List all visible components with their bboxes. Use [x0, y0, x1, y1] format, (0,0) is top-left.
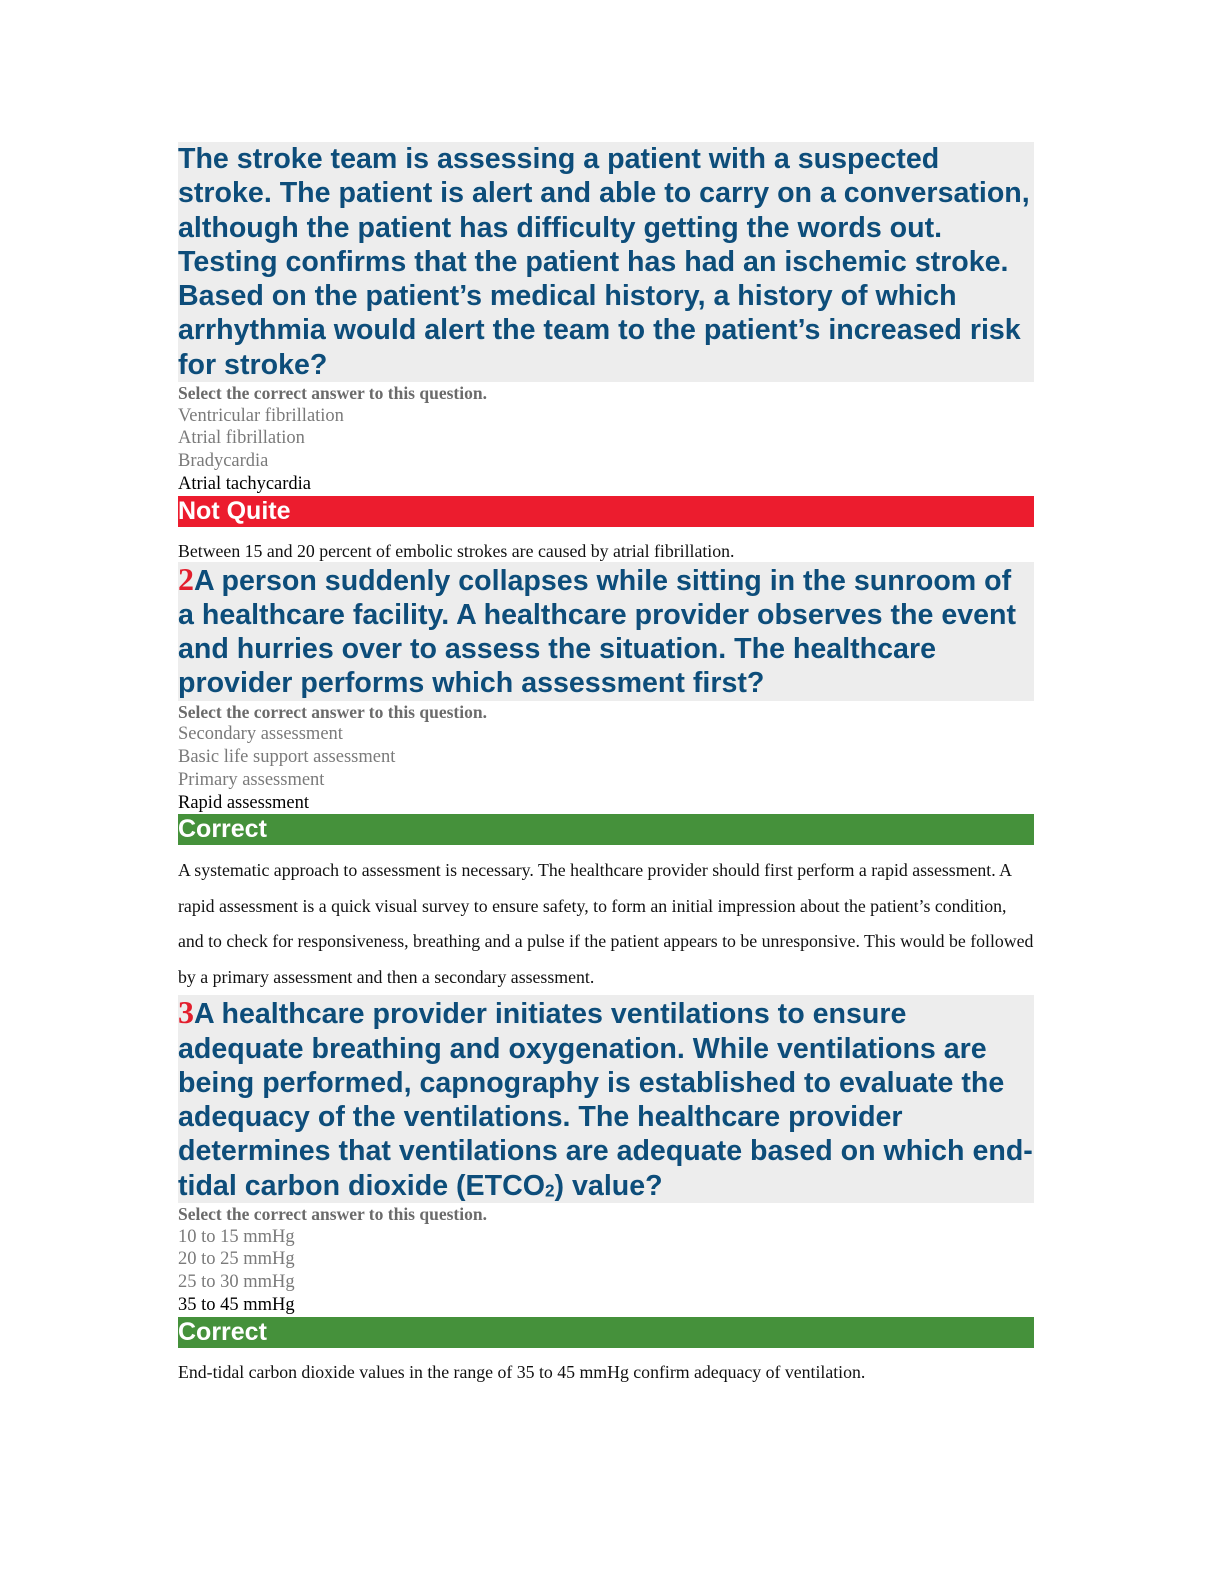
result-banner-correct: Correct	[178, 814, 1034, 845]
answer-option[interactable]: Primary assessment	[178, 769, 325, 790]
answer-option[interactable]: Basic life support assessment	[178, 747, 396, 768]
question-instruction: Select the correct answer to this question.	[178, 1204, 487, 1225]
question-text-box	[178, 562, 1034, 701]
question-block-2	[178, 562, 1034, 996]
answer-explanation: Between 15 and 20 percent of embolic strokes are caused by atrial fibrillation.	[178, 540, 735, 561]
answer-option[interactable]: Secondary assessment	[178, 724, 343, 745]
question-number: 3	[178, 994, 194, 1031]
answer-explanation: End-tidal carbon dioxide values in the range of 35 to 45 mmHg confirm adequacy of ventilation.	[178, 1361, 866, 1382]
question-text: The stroke team is assessing a patient with a suspected stroke. The patient is alert and able to carry on a conversation, although the patient has difficulty getting the words out. Testing confirms that the patient has had an ischemic stroke. Based on the patient’s medical history, a history of which arrhythmia would alert the team to the patient’s increased risk for stroke?	[178, 143, 1030, 381]
result-banner-incorrect: Not Quite	[178, 496, 1034, 527]
subscript-text: 2	[545, 1180, 555, 1201]
answer-option[interactable]: 10 to 15 mmHg	[178, 1226, 295, 1247]
answer-option[interactable]: 20 to 25 mmHg	[178, 1249, 295, 1270]
answer-option-selected[interactable]: 35 to 45 mmHg	[178, 1294, 295, 1315]
question-text-box	[178, 142, 1034, 382]
question-block-3	[178, 995, 1034, 1382]
answer-option[interactable]: Ventricular fibrillation	[178, 405, 344, 426]
answer-option[interactable]: 25 to 30 mmHg	[178, 1272, 295, 1293]
question-instruction: Select the correct answer to this question.	[178, 701, 487, 722]
answer-option-selected[interactable]: Rapid assessment	[178, 792, 310, 813]
question-number: 2	[178, 560, 194, 597]
question-block-1	[178, 142, 1034, 562]
answer-options	[178, 405, 1034, 496]
quiz-review-document	[178, 142, 1034, 1383]
question-text: A person suddenly collapses while sitting in the sunroom of a healthcare facility. A healthcare provider observes the event and hurries over to assess the situation. The healthcare provider performs which assessment first?	[178, 564, 1017, 700]
question-text-box	[178, 995, 1034, 1203]
answer-options	[178, 723, 1034, 814]
answer-option[interactable]: Bradycardia	[178, 451, 269, 472]
answer-option-selected[interactable]: Atrial tachycardia	[178, 473, 312, 494]
question-instruction: Select the correct answer to this question.	[178, 383, 487, 404]
answer-option[interactable]: Atrial fibrillation	[178, 428, 305, 449]
answer-options	[178, 1226, 1034, 1317]
question-text-end: ) value?	[554, 1169, 663, 1202]
answer-explanation: A systematic approach to assessment is necessary. The healthcare provider should first perform a rapid assessment. A rapid assessment is a quick visual survey to ensure safety, to form an initial impression about the patient’s condition, and to check for responsiveness, breathing and a pulse if the patient appears to be unresponsive. This would be followed by a primary assessment and then a secondary assessment.	[178, 860, 1034, 987]
result-banner-correct: Correct	[178, 1317, 1034, 1348]
question-text: A healthcare provider initiates ventilations to ensure adequate breathing and oxygenation. While ventilations are being performed, capnography is established to evaluate the adequacy of the ventilations. The healthcare provider determines that ventilations are adequate based on which end-tidal carbon dioxide (ETCO	[178, 998, 1033, 1202]
